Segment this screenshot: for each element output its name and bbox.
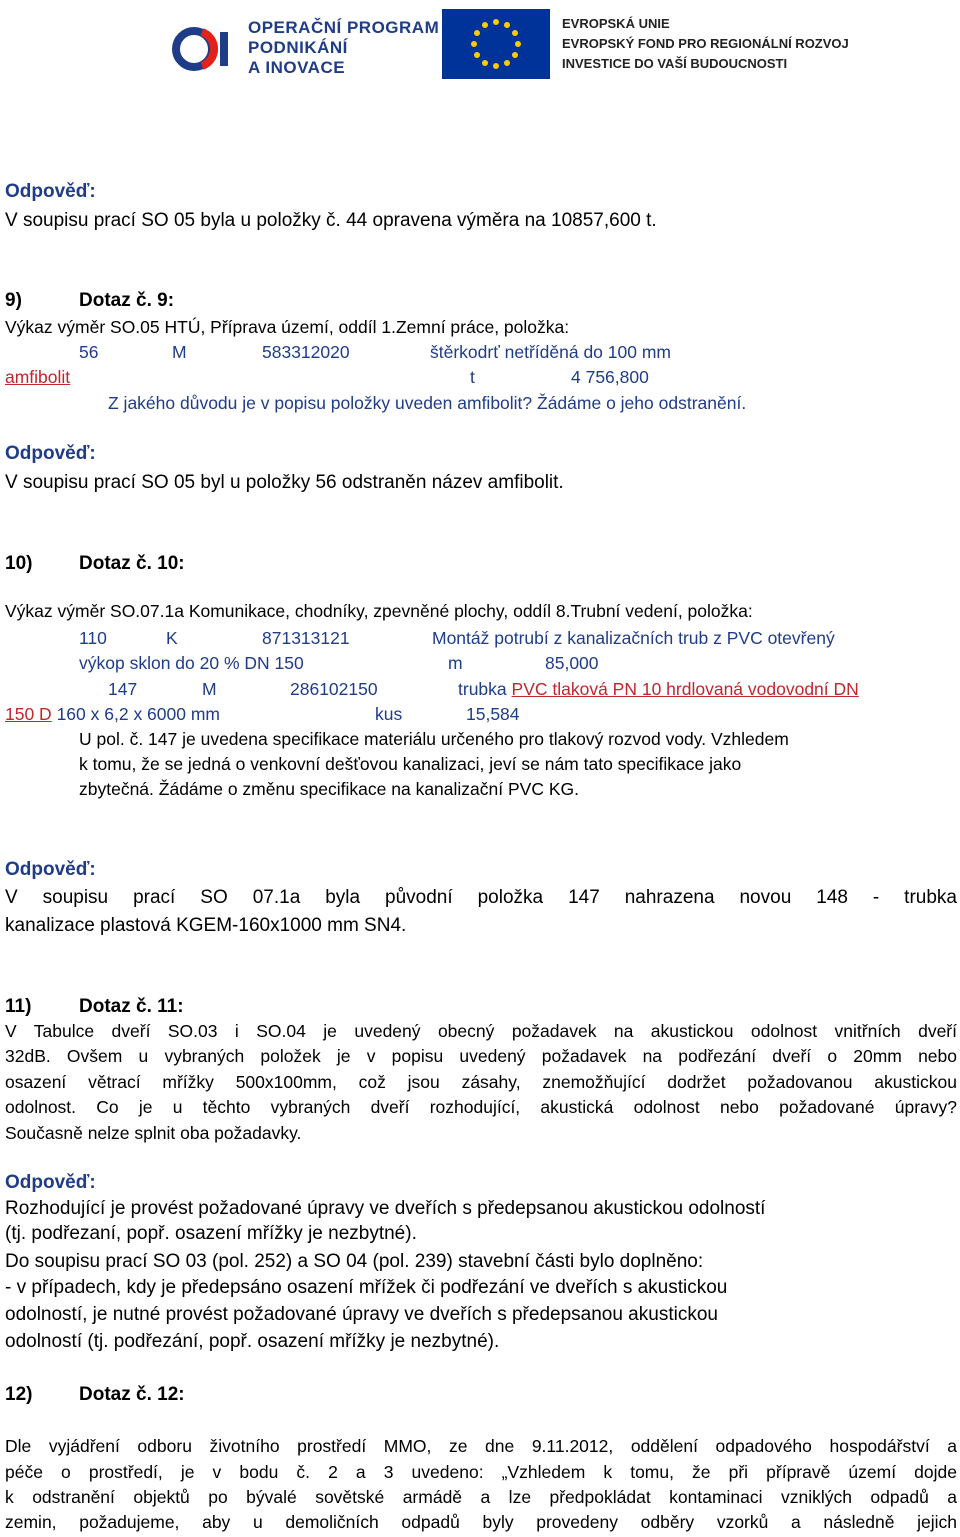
question-number: 9) (5, 290, 22, 311)
oppi-line-3: A INOVACE (248, 58, 346, 77)
item-description: Montáž potrubí z kanalizačních trub z PVC otevřený (432, 628, 835, 648)
item-type: M (202, 679, 217, 699)
item-description-part: trubka (458, 679, 507, 699)
question-text: osazení větrací mřížky 500x100mm, což jsou zásahy, znemožňující dodržet požadovanou akustickou (5, 1072, 957, 1092)
item-quantity: 4 756,800 (571, 367, 649, 387)
answer-text: V soupisu prací SO 07.1a byla původní položka 147 nahrazena novou 148 - trubka (5, 887, 957, 908)
item-unit: t (470, 367, 475, 387)
item-position: 110 (79, 628, 107, 648)
item-description-changed: PVC tlaková PN 10 hrdlovaná vodovodní DN (511, 679, 859, 699)
answer-text: odolností, je nutné provést požadované úpravy ve dveřích s předepsanou akustickou (5, 1304, 718, 1325)
question-text: Současně nelze splnit oba požadavky. (5, 1123, 302, 1143)
item-type: M (172, 342, 187, 362)
question-text: V Tabulce dveří SO.03 i SO.04 je uvedený obecný požadavek na akustickou odolnost vnitřních dveří (5, 1021, 957, 1041)
oppi-logo-icon (172, 20, 230, 78)
item-code: 286102150 (290, 679, 378, 699)
eu-logo-text (562, 14, 849, 74)
question-text: Dle vyjádření odboru životního prostředí MMO, ze dne 9.11.2012, oddělení odpadového hospodářství a (5, 1436, 957, 1456)
question-text: zbytečná. Žádáme o změnu specifikace na kanalizační PVC KG. (79, 779, 579, 799)
item-position: 56 (79, 342, 99, 362)
oppi-line-2: PODNIKÁNÍ (248, 38, 348, 57)
question-text: Výkaz výměr SO.05 HTÚ, Příprava území, oddíl 1.Zemní práce, položka: (5, 317, 570, 337)
answer-label: Odpověď: (5, 443, 96, 464)
item-code: 583312020 (262, 342, 350, 362)
answer-text: V soupisu prací SO 05 byla u položky č. 44 opravena výměra na 10857,600 t. (5, 210, 657, 231)
question-text: 32dB. Ovšem u vybraných položek je v popisu uvedený požadavek na podřezání dveří o 20mm nebo (5, 1046, 957, 1066)
item-description-part: 160 x 6,2 x 6000 mm (56, 704, 220, 724)
question-text: péče o prostředí, je v bodu č. 2 a 3 uvedeno: „Vzhledem k tomu, že při přípravě území dojde (5, 1462, 957, 1482)
answer-text: V soupisu prací SO 05 byl u položky 56 odstraněn název amfibolit. (5, 472, 564, 493)
item-description: štěrkodrť netříděná do 100 mm (430, 342, 671, 362)
question-number: 12) (5, 1384, 33, 1405)
answer-text: - v případech, kdy je předepsáno osazení mřížek či podřezání ve dveřích s akustickou (5, 1277, 728, 1298)
question-number: 11) (5, 996, 32, 1017)
question-text: odolnost. Co je u těchto vybraných dveří rozhodující, akustická odolnost nebo požadované úpravy? (5, 1097, 957, 1117)
item-description-2 (5, 702, 220, 726)
item-description (458, 677, 859, 701)
item-quantity: 15,584 (466, 704, 520, 724)
item-type: K (166, 628, 178, 648)
question-text: k odstranění objektů po bývalé sovětské armádě a lze předpokládat kontaminaci vzniklých odpadů a (5, 1487, 957, 1507)
oppi-line-1: OPERAČNÍ PROGRAM (248, 18, 440, 37)
eu-line-3: INVESTICE DO VAŠÍ BUDOUCNOSTI (562, 56, 788, 71)
question-title: Dotaz č. 10: (79, 553, 185, 574)
item-quantity: 85,000 (545, 653, 599, 673)
oppi-logo-text (248, 18, 439, 78)
eu-line-2: EVROPSKÝ FOND PRO REGIONÁLNÍ ROZVOJ (562, 36, 849, 51)
question-title: Dotaz č. 11: (79, 996, 184, 1017)
question-text: U pol. č. 147 je uvedena specifikace materiálu určeného pro tlakový rozvod vody. Vzhledem (79, 729, 789, 749)
eu-flag-icon (442, 9, 550, 79)
answer-label: Odpověď: (5, 859, 96, 880)
eu-line-1: EVROPSKÁ UNIE (562, 16, 670, 31)
question-text: zemin, požadujeme, aby u demoličních odpadů byly provedeny odběry vzorků a následně jejich (5, 1512, 957, 1532)
item-code: 871313121 (262, 628, 350, 648)
answer-text: odolností (tj. podřezání, popř. osazení mřížky je nezbytné). (5, 1331, 500, 1352)
item-description-changed: 150 D (5, 704, 52, 724)
question-text: Výkaz výměr SO.07.1a Komunikace, chodníky, zpevněné plochy, oddíl 8.Trubní vedení, položka: (5, 601, 753, 621)
item-position: 147 (108, 679, 138, 699)
answer-text: (tj. podřezaní, popř. osazení mřížky je nezbytné). (5, 1223, 417, 1244)
item-description-2: amfibolit (5, 367, 71, 387)
question-title: Dotaz č. 9: (79, 290, 175, 311)
question-number: 10) (5, 553, 33, 574)
item-unit: kus (375, 704, 403, 724)
question-text: Z jakého důvodu je v popisu položky uveden amfibolit? Žádáme o jeho odstranění. (108, 393, 747, 413)
answer-text: Rozhodující je provést požadované úpravy ve dveřích s předepsanou akustickou odolností (5, 1198, 766, 1219)
item-unit: m (448, 653, 463, 673)
answer-label: Odpověď: (5, 181, 96, 202)
question-title: Dotaz č. 12: (79, 1384, 185, 1405)
answer-text: Do soupisu prací SO 03 (pol. 252) a SO 04 (pol. 239) stavební části bylo doplněno: (5, 1251, 704, 1272)
answer-label: Odpověď: (5, 1172, 96, 1193)
item-description-2: výkop sklon do 20 % DN 150 (79, 653, 304, 673)
answer-text: kanalizace plastová KGEM-160x1000 mm SN4. (5, 915, 407, 936)
question-text: k tomu, že se jedná o venkovní dešťovou kanalizaci, jeví se nám tato specifikace jako (79, 754, 742, 774)
